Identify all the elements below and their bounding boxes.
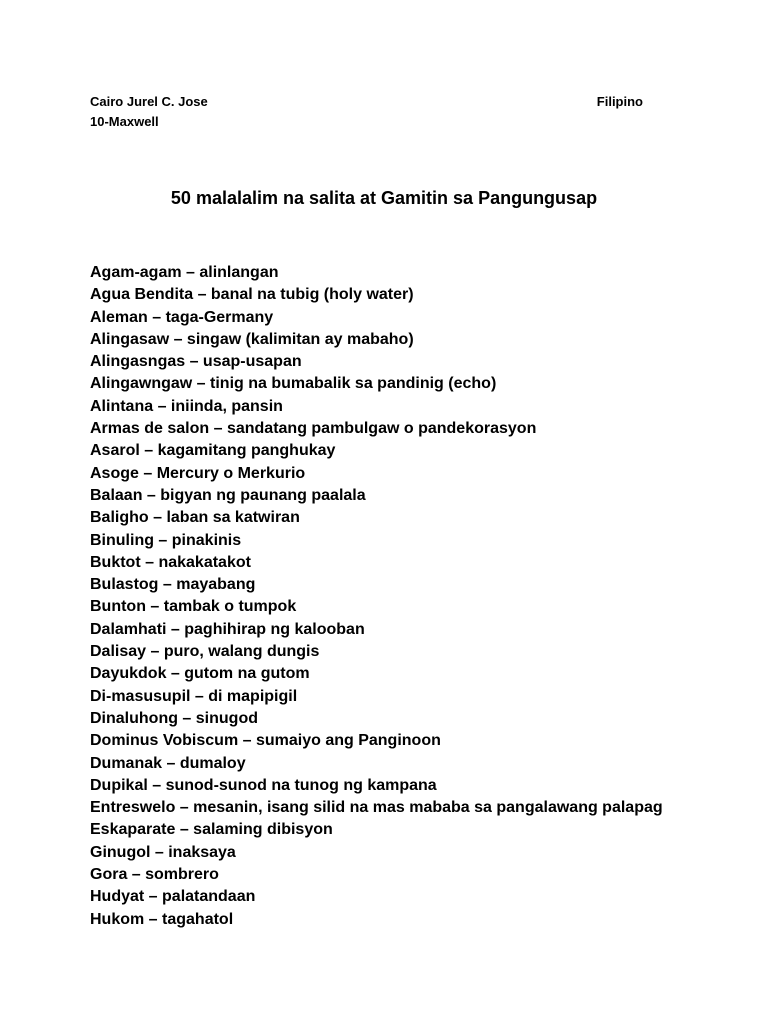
student-section: 10-Maxwell <box>90 114 159 129</box>
list-item: Asarol – kagamitang panghukay <box>90 442 336 460</box>
list-item: Alintana – iniinda, pansin <box>90 397 283 415</box>
list-item: Dalisay – puro, walang dungis <box>90 643 320 661</box>
list-item: Agam-agam – alinlangan <box>90 264 279 281</box>
list-item: Alingasngas – usap-usapan <box>90 353 302 371</box>
list-item: Bunton – tambak o tumpok <box>90 598 297 616</box>
student-name: Cairo Jurel C. Jose <box>90 94 208 109</box>
list-item: Entreswelo – mesanin, isang silid na mas mababa sa pangalawang palapag <box>90 799 663 817</box>
list-item: Aleman – taga-Germany <box>90 308 274 326</box>
list-item: Armas de salon – sandatang pambulgaw o pandekorasyon <box>90 420 537 438</box>
list-item: Alingasaw – singaw (kalimitan ay mabaho) <box>90 330 414 348</box>
list-item: Baligho – laban sa katwiran <box>90 509 300 527</box>
list-item: Dayukdok – gutom na gutom <box>90 665 310 683</box>
list-item: Dumanak – dumaloy <box>90 754 246 772</box>
list-item: Bulastog – mayabang <box>90 576 256 594</box>
list-item: Di-masusupil – di mapipigil <box>90 687 298 705</box>
list-item: Buktot – nakakatakot <box>90 553 251 571</box>
list-item: Asoge – Mercury o Merkurio <box>90 464 306 482</box>
list-item: Balaan – bigyan ng paunang paalala <box>90 486 366 504</box>
list-item: Eskaparate – salaming dibisyon <box>90 821 333 839</box>
list-item: Dupikal – sunod-sunod na tunog ng kampana <box>90 776 437 794</box>
page-title: 50 malalalim na salita at Gamitin sa Pangungusap <box>170 188 598 208</box>
list-item: Hukom – tagahatol <box>90 910 234 928</box>
list-item: Dinaluhong – sinugod <box>90 709 258 727</box>
subject-label: Filipino <box>596 94 643 109</box>
list-item: Dalamhati – paghihirap ng kalooban <box>90 620 365 638</box>
vocabulary-list <box>90 262 750 931</box>
list-item: Ginugol – inaksaya <box>90 843 236 861</box>
list-item: Binuling – pinakinis <box>90 531 242 549</box>
list-item: Dominus Vobiscum – sumaiyo ang Panginoon <box>90 732 441 750</box>
student-info <box>90 92 208 132</box>
list-item: Alingawngaw – tinig na bumabalik sa pandinig (echo) <box>90 375 497 393</box>
list-item: Gora – sombrero <box>90 866 219 884</box>
list-item: Agua Bendita – banal na tubig (holy water) <box>90 286 414 304</box>
list-item: Hudyat – palatandaan <box>90 888 256 906</box>
